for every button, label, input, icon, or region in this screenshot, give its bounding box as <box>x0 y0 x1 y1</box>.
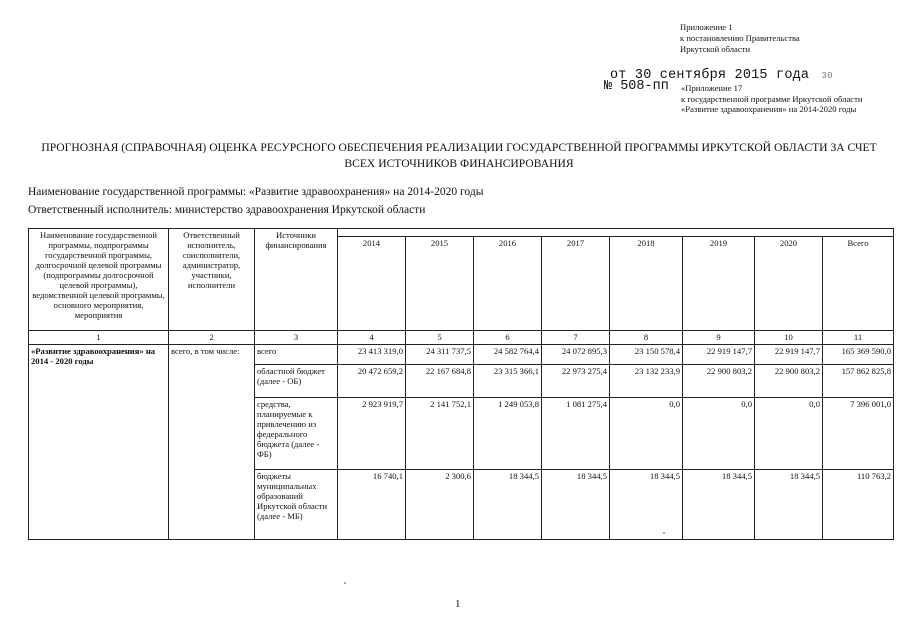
appendix-17-line-2: к государственной программе Иркутской области <box>681 93 863 104</box>
header-year-2016: 2016 <box>474 237 542 331</box>
column-number: 1 <box>29 331 169 345</box>
column-number: 4 <box>338 331 406 345</box>
header-years-group <box>338 229 894 237</box>
page-number: 1 <box>455 598 461 610</box>
program-name-cell: «Развитие здравоохранения» на 2014 - 2020 годы <box>29 345 169 540</box>
source-cell: всего <box>255 345 338 365</box>
appendix-1-line-2: к постановлению Правительства <box>680 33 800 43</box>
executor-cell: всего, в том числе: <box>169 345 255 540</box>
scan-speck <box>663 532 665 534</box>
resource-table <box>28 228 894 540</box>
value-cell: 2 923 919,7 <box>338 398 406 470</box>
column-number-row <box>29 331 894 345</box>
header-year-2018: 2018 <box>610 237 683 331</box>
value-cell: 7 396 001,0 <box>823 398 894 470</box>
value-cell: 0,0 <box>610 398 683 470</box>
column-number: 2 <box>169 331 255 345</box>
value-cell: 22 900 803,2 <box>755 365 823 398</box>
column-number: 6 <box>474 331 542 345</box>
header-executor: Ответственный исполнитель, соисполнители, администратор, участники, исполнители <box>169 229 255 331</box>
value-cell: 23 150 578,4 <box>610 345 683 365</box>
appendix-17-line-3: «Развитие здравоохранения» на 2014-2020 годы <box>681 104 857 114</box>
stamp-number: № 508-пп <box>604 79 669 94</box>
value-cell: 20 472 659,2 <box>338 365 406 398</box>
stamp-mark: 30 <box>821 71 833 81</box>
header-name: Наименование государственной программы, подпрограммы государственной программы, долгосрочной целевой программы (подпрограммы долгосрочной целевой программы), ведомственной целевой программы, основного мероприятия, мероприятия <box>29 229 169 331</box>
appendix-1-line-3: Иркутской области <box>680 44 751 54</box>
value-cell: 22 973 275,4 <box>542 365 610 398</box>
value-cell: 22 919 147,7 <box>755 345 823 365</box>
value-cell: 24 311 737,5 <box>406 345 474 365</box>
column-number: 7 <box>542 331 610 345</box>
value-cell: 24 582 764,4 <box>474 345 542 365</box>
value-cell: 18 344,5 <box>542 470 610 540</box>
value-cell: 22 919 147,7 <box>683 345 755 365</box>
value-cell: 18 344,5 <box>683 470 755 540</box>
value-cell: 18 344,5 <box>474 470 542 540</box>
header-year-2015: 2015 <box>406 237 474 331</box>
header-source: Источники финансирования <box>255 229 338 331</box>
header-year-2019: 2019 <box>683 237 755 331</box>
header-year-2017: 2017 <box>542 237 610 331</box>
stamp-date: от 30 сентября 2015 года <box>610 68 810 83</box>
value-cell: 23 315 366,1 <box>474 365 542 398</box>
header-year-2020: 2020 <box>755 237 823 331</box>
column-number: 3 <box>255 331 338 345</box>
header-year-2014: 2014 <box>338 237 406 331</box>
appendix-1-line-1: Приложение 1 <box>680 22 733 32</box>
value-cell: 2 141 752,1 <box>406 398 474 470</box>
document-title-line-1: ПРОГНОЗНАЯ (СПРАВОЧНАЯ) ОЦЕНКА РЕСУРСНОГО ОБЕСПЕЧЕНИЯ РЕАЛИЗАЦИИ ГОСУДАРСТВЕННОЙ ПРОГРАММЫ ИРКУТСКОЙ ОБЛАСТИ ЗА СЧЕТ <box>41 141 877 154</box>
value-cell: 2 300,6 <box>406 470 474 540</box>
value-cell: 157 862 825,8 <box>823 365 894 398</box>
value-cell: 22 167 684,8 <box>406 365 474 398</box>
column-number: 5 <box>406 331 474 345</box>
value-cell: 16 740,1 <box>338 470 406 540</box>
document-title <box>20 140 898 172</box>
value-cell: 165 369 590,0 <box>823 345 894 365</box>
column-number: 9 <box>683 331 755 345</box>
scan-speck <box>344 582 346 584</box>
value-cell: 1 249 053,8 <box>474 398 542 470</box>
appendix-17-block <box>681 83 862 115</box>
value-cell: 23 413 319,0 <box>338 345 406 365</box>
header-total: Всего <box>823 237 894 331</box>
value-cell: 22 900 803,2 <box>683 365 755 398</box>
appendix-17-line-1: «Приложение 17 <box>681 83 743 93</box>
column-number: 10 <box>755 331 823 345</box>
value-cell: 23 132 233,9 <box>610 365 683 398</box>
document-title-line-2: ВСЕХ ИСТОЧНИКОВ ФИНАНСИРОВАНИЯ <box>344 157 574 170</box>
source-cell: областной бюджет (далее - ОБ) <box>255 365 338 398</box>
source-cell: средства, планируемые к привлечению из федерального бюджета (далее - ФБ) <box>255 398 338 470</box>
column-number: 8 <box>610 331 683 345</box>
source-cell: бюджеты муниципальных образований Иркутской области (далее - МБ) <box>255 470 338 540</box>
program-name-line: Наименование государственной программы: «Развитие здравоохранения» на 2014-2020 годы <box>28 186 484 198</box>
column-number: 11 <box>823 331 894 345</box>
value-cell: 18 344,5 <box>610 470 683 540</box>
table-row-total <box>29 345 894 365</box>
appendix-1-block <box>680 22 800 55</box>
value-cell: 110 763,2 <box>823 470 894 540</box>
value-cell: 0,0 <box>755 398 823 470</box>
value-cell: 0,0 <box>683 398 755 470</box>
value-cell: 1 081 275,4 <box>542 398 610 470</box>
responsible-executor-line: Ответственный исполнитель: министерство здравоохранения Иркутской области <box>28 204 426 216</box>
value-cell: 24 072 895,3 <box>542 345 610 365</box>
value-cell: 18 344,5 <box>755 470 823 540</box>
